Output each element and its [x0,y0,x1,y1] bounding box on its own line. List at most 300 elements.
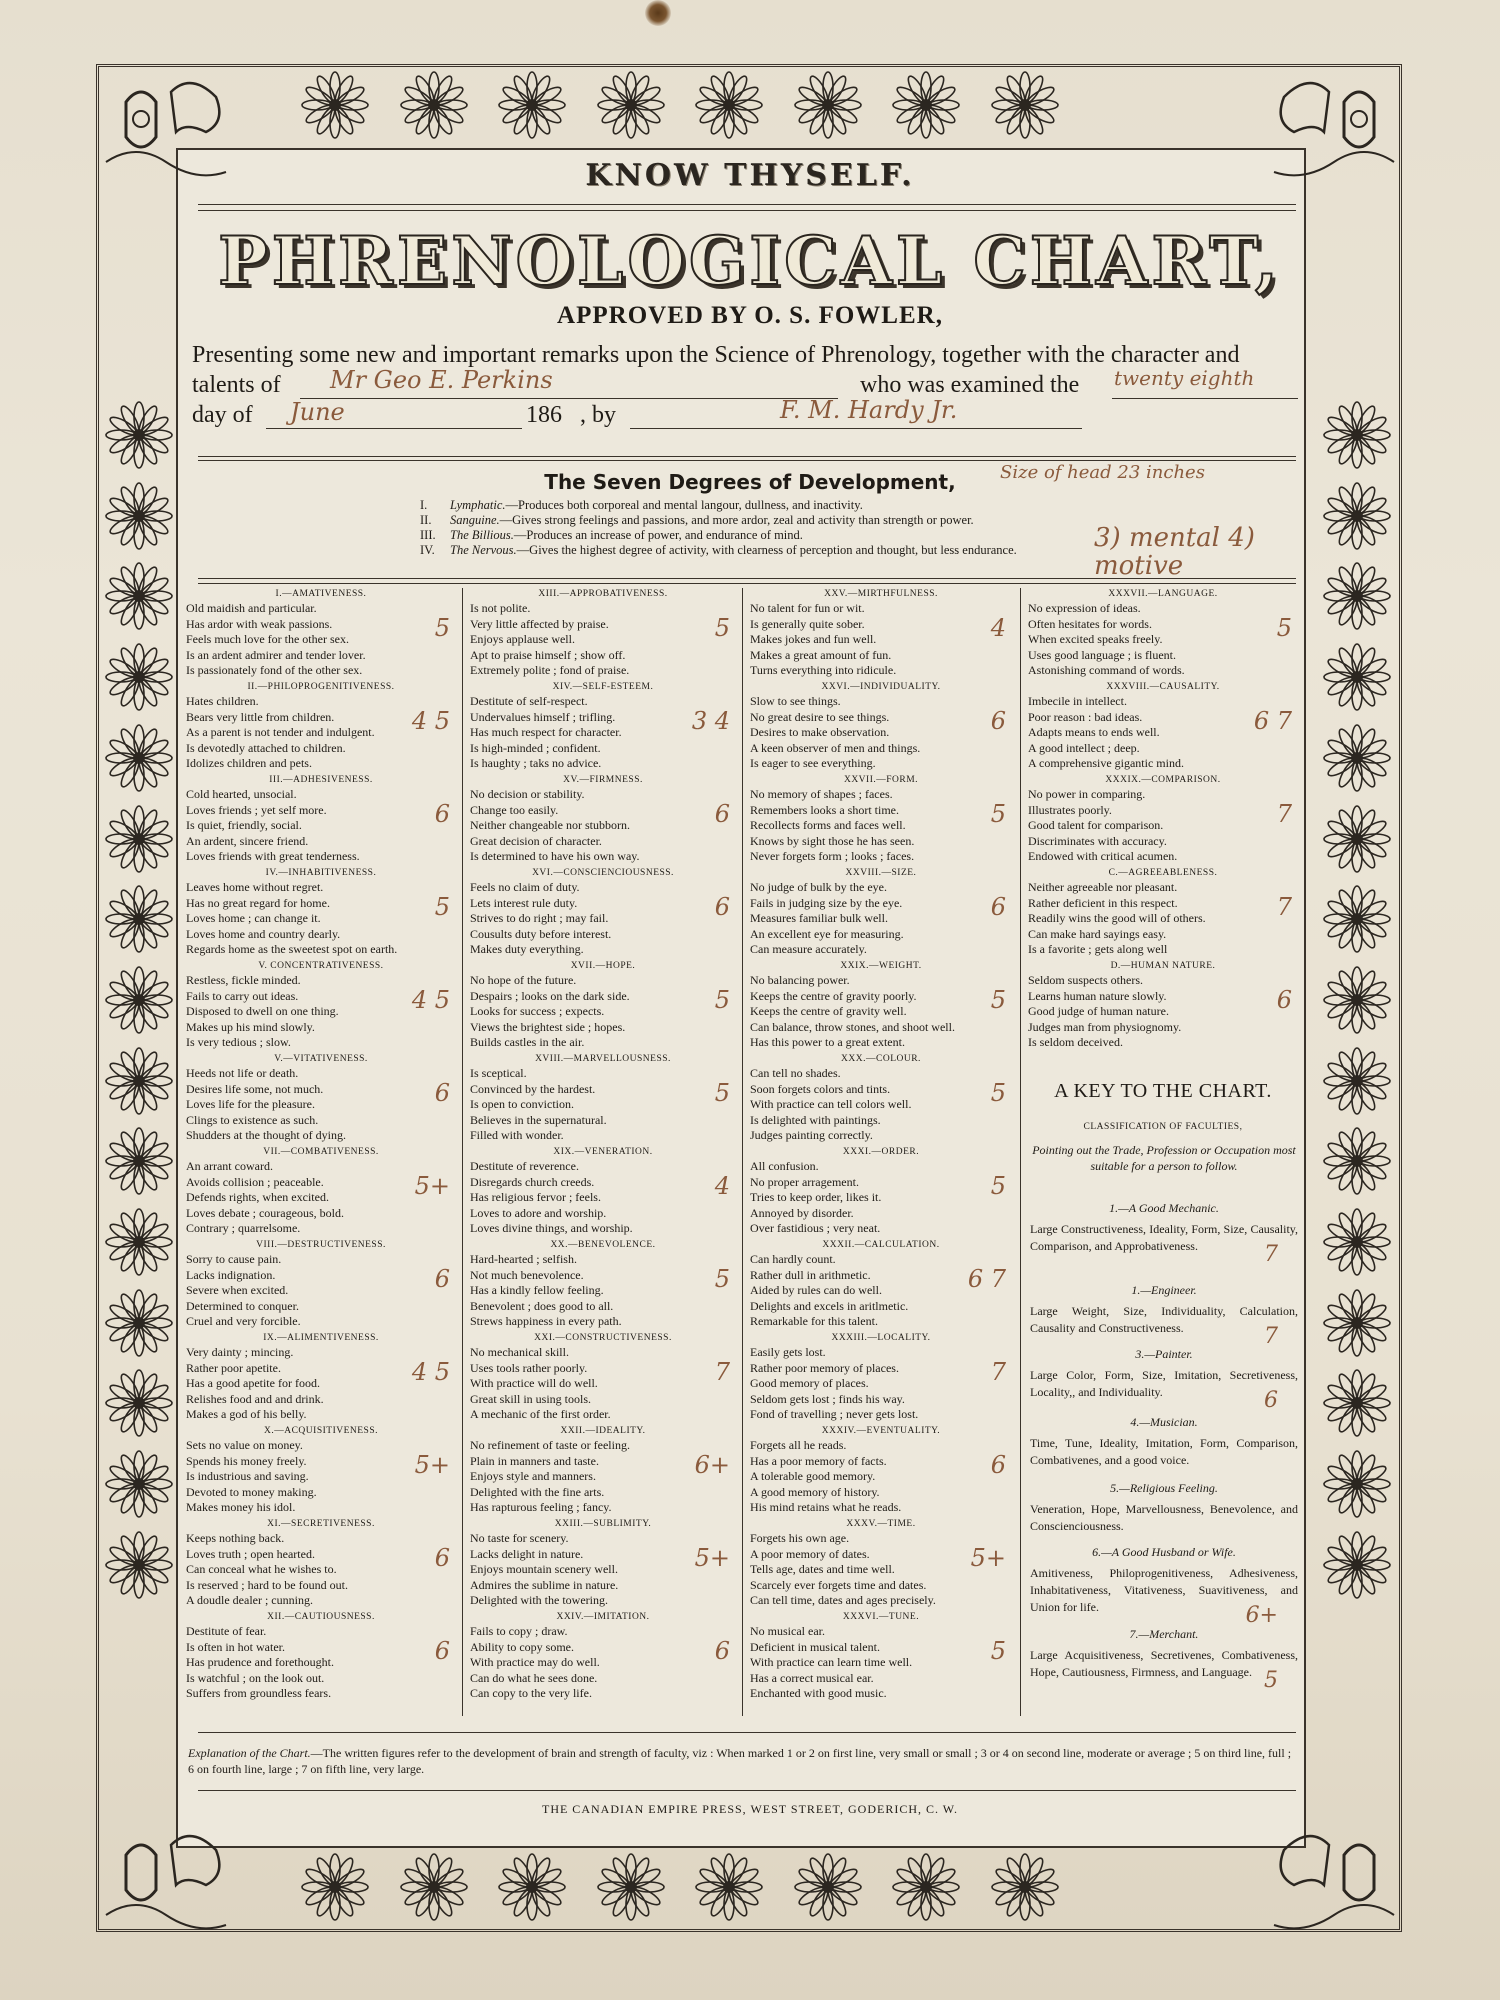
rosette-ornament-icon [104,723,174,793]
faculty-line: No musical ear. [750,1624,825,1638]
faculty-line: Regards home as the sweetest spot on earth. [186,942,398,956]
faculty-title: XXVIII.—SIZE. [845,868,917,878]
faculty-line: No expression of ideas. [1028,601,1141,615]
degrees-list [420,498,1120,558]
rosette-ornament-icon [104,561,174,631]
faculty-line: Cold hearted, unsocial. [186,787,297,801]
year-label: 186 [526,402,562,428]
faculty-line: Delighted with the towering. [470,1593,608,1607]
faculty-line: Desires to make observation. [750,725,890,739]
faculty-block [470,681,736,772]
key-subtitle: CLASSIFICATION OF FACULTIES, [1083,1122,1243,1132]
key-item-title: 5.—Religious Feeling. [1110,1481,1218,1495]
column-divider [1020,588,1021,1716]
faculty-line: Annoyed by disorder. [750,1205,854,1220]
faculty-line: Has prudence and forethought. [186,1655,334,1669]
faculty-line: Destitute of self-respect. [470,694,588,708]
faculty-title: XXVII.—FORM. [843,775,919,785]
faculty-line: Bears very little from children. [186,709,335,724]
faculty-line: Tells age, dates and time well. [750,1562,895,1576]
rosette-ornament-icon [104,1046,174,1116]
examined-label: who was examined the [860,372,1080,398]
faculty-line: Desires life some, not much. [186,1081,324,1096]
handwritten-rating: 6 7 [967,1265,1006,1293]
faculty-line: Makes a god of his belly. [186,1407,307,1421]
examiner-name: F. M. Hardy Jr. [780,396,958,424]
faculty-line: Is delighted with paintings. [750,1112,881,1127]
handwritten-rating: 6 [434,1265,450,1293]
printer-rule [198,1790,1296,1791]
faculty-column [470,588,736,1716]
faculty-line: Keeps the centre of gravity poorly. [750,988,917,1003]
faculty-line: No talent for fun or wit. [750,601,865,615]
faculty-block [470,1239,736,1330]
faculty-line: Destitute of reverence. [470,1159,579,1173]
faculty-line: Shudders at the thought of dying. [186,1128,346,1142]
degree-item: I. Lymphatic.—Produces both corporeal and mental langour, dullness, and inactivity. [420,498,863,512]
faculty-line: Looks for success ; expects. [470,1004,605,1018]
faculty-line: Is high-minded ; confident. [470,740,601,755]
faculty-line: Keeps nothing back. [186,1531,285,1545]
faculty-title: I.—AMATIVENESS. [275,589,367,599]
faculty-line: Defends rights, when excited. [186,1190,329,1204]
faculty-line: Remembers looks a short time. [750,802,899,817]
faculty-line: Is quiet, friendly, social. [186,818,302,832]
faculty-line: Can tell time, dates and ages precisely. [750,1593,936,1607]
faculty-line: Is open to conviction. [470,1097,574,1111]
faculty-line: Loves home and country dearly. [186,926,341,941]
faculty-block [470,1518,736,1609]
faculty-line: Cruel and very forcible. [186,1314,301,1328]
faculty-line: No balancing power. [750,973,850,987]
faculty-line: Loves truth ; open hearted. [186,1546,315,1561]
key-item-title: 1.—A Good Mechanic. [1109,1201,1219,1215]
rosette-ornament-icon [990,70,1060,140]
temperament-note: 3) mental 4) motive [1094,523,1255,581]
faculty-line: Illustrates poorly. [1028,802,1112,817]
rosette-ornament-icon [104,1449,174,1519]
rosette-ornament-icon [1322,723,1392,793]
faculty-block [750,1332,1012,1423]
columns-rule-top [198,578,1296,579]
rosette-ornament-icon [1322,1126,1392,1196]
degree-item: IV. The Nervous.—Gives the highest degree of activity, with clearness of perception and thought, but less endurance. [420,543,1017,557]
faculty-line: Poor reason : bad ideas. [1028,709,1143,724]
rosette-ornament-icon [1322,642,1392,712]
faculty-block [1028,867,1298,958]
faculty-line: Forgets all he reads. [750,1438,847,1452]
faculty-block [750,867,1012,958]
faculty-line: Relishes food and and drink. [186,1391,324,1406]
faculty-block [470,1053,736,1144]
handwritten-rating: 5 [434,893,450,921]
faculty-line: Destitute of fear. [186,1624,267,1638]
faculty-line: An arrant coward. [186,1159,273,1173]
faculty-line: Readily wins the good will of others. [1028,911,1206,925]
faculty-line: Undervalues himself ; trifling. [470,709,616,724]
faculty-line: Learns human nature slowly. [1028,988,1167,1003]
faculty-line: All confusion. [750,1159,819,1173]
faculty-line: Rather dull in arithmetic. [750,1267,871,1282]
handwritten-rating: 7 [1264,1242,1278,1267]
faculty-line: Uses good language ; is fluent. [1028,647,1176,662]
printer-line: THE CANADIAN EMPIRE PRESS, WEST STREET, GODERICH, C. W. [541,1802,959,1816]
faculty-line: Filled with wonder. [470,1128,564,1142]
faculty-title: XXIII.—SUBLIMITY. [554,1519,652,1529]
handwritten-rating: 7 [1276,893,1292,921]
left-ornament-column [104,400,174,1600]
key-item-body: Large Color, Form, Size, Imitation, Secretiveness, Locality,, and Individuality. [1030,1368,1298,1399]
faculty-line: Believes in the supernatural. [470,1112,607,1127]
faculty-line: Has religious fervor ; feels. [470,1190,601,1204]
rosette-ornament-icon [1322,1207,1392,1277]
faculty-block [470,1332,736,1423]
faculty-line: Makes a great amount of fun. [750,647,892,662]
faculty-block [750,1146,1012,1237]
faculty-line: Seldom gets lost ; finds his way. [750,1391,905,1406]
faculty-title: VIII.—DESTRUCTIVENESS. [256,1240,386,1250]
faculty-line: With practice will do well. [470,1376,598,1390]
faculty-line: Is eager to see everything. [750,756,876,770]
approved-line: APPROVED BY O. S. FOWLER, [557,302,943,329]
handwritten-rating: 6 [434,1544,450,1572]
faculty-title: XXIV.—IMITATION. [556,1612,650,1622]
rosette-ornament-icon [596,70,666,140]
handwritten-rating: 6 [714,1637,730,1665]
faculty-line: Has no great regard for home. [186,895,330,910]
faculty-line: Makes up his mind slowly. [186,1019,315,1034]
handwritten-rating: 7 [714,1358,730,1386]
rosette-ornament-icon [1322,804,1392,874]
header-rule-top-2 [198,210,1296,211]
faculty-line: Fond of travelling ; never gets lost. [750,1407,919,1421]
faculty-line: Strews happiness in every path. [470,1314,622,1328]
faculty-line: Has a kindly fellow feeling. [470,1283,604,1297]
key-item-title: 4.—Musician. [1130,1415,1198,1429]
key-item-body: Large Weight, Size, Individuality, Calculation, Causality and Constructiveness. [1030,1304,1298,1335]
faculty-title: XXXIII.—LOCALITY. [831,1333,931,1343]
faculty-line: Has much respect for character. [470,725,622,739]
rosette-ornament-icon [1322,1368,1392,1438]
faculty-line: Soon forgets colors and tints. [750,1081,891,1096]
faculty-line: Loves home ; can change it. [186,911,321,925]
faculty-line: Astonishing command of words. [1028,663,1185,677]
faculty-line: Has a correct musical ear. [750,1670,874,1685]
column-divider [742,588,743,1716]
rosette-ornament-icon [300,1852,370,1922]
rosette-ornament-icon [399,1852,469,1922]
faculty-line: Can conceal what he wishes to. [186,1562,337,1576]
faculty-line: Forgets his own age. [750,1531,850,1545]
faculty-line: Is often in hot water. [186,1639,285,1654]
faculty-line: Sets no value on money. [186,1438,303,1452]
faculty-line: Discriminates with accuracy. [1028,833,1167,848]
rosette-ornament-icon [596,1852,666,1922]
faculty-line: Devoted to money making. [186,1484,317,1499]
faculty-line: With practice may do well. [470,1655,600,1669]
faculty-line: Despairs ; looks on the dark side. [470,988,630,1003]
explanation [188,1745,1300,1777]
handwritten-rating: 6 [990,893,1006,921]
handwritten-rating: 5 [434,614,450,642]
faculty-title: II.—PHILOPROGENITIVENESS. [247,682,395,692]
faculty-line: No proper arragement. [750,1174,859,1189]
faculty-line: Admires the sublime in nature. [470,1577,619,1592]
faculty-block [1028,588,1298,679]
faculty-line: Good talent for comparison. [1028,818,1164,832]
rosette-ornament-icon [891,70,961,140]
faculty-line: A keen observer of men and things. [750,740,921,755]
faculty-line: Is determined to have his own way. [470,849,640,863]
faculty-line: Has a good apetite for food. [186,1376,320,1390]
rosette-ornament-icon [104,1530,174,1600]
faculty-line: Disregards church creeds. [470,1174,595,1189]
rosette-ornament-icon [104,1126,174,1196]
faculty-line: Very dainty ; mincing. [186,1345,294,1359]
name-blank [300,398,838,399]
faculty-block [186,1332,456,1423]
faculty-line: With practice can tell colors well. [750,1097,912,1111]
faculty-block [750,1518,1012,1609]
faculty-block [186,681,456,772]
faculty-line: Severe when excited. [186,1283,289,1297]
faculty-line: Over fastidious ; very neat. [750,1221,881,1235]
key-item [1030,1544,1298,1628]
degrees-rule-top [198,456,1296,457]
faculty-line: Good memory of places. [750,1376,869,1390]
key-item-body: Veneration, Hope, Marvellousness, Benevolence, and Conscienciousness. [1030,1502,1298,1533]
degree-item: III. The Billious.—Produces an increase of power, and endurance of mind. [420,528,803,542]
faculty-title: C.—AGREEABLENESS. [1108,868,1218,878]
faculty-line: Not much benevolence. [470,1267,584,1282]
faculty-title: IV.—INHABITIVENESS. [265,868,377,878]
handwritten-rating: 5 [714,986,730,1014]
key-item-body: Amitiveness, Philoprogenitiveness, Adhesiveness, Inhabitativeness, Vitativeness, Suavitiveness, and Union for life. [1030,1566,1298,1614]
faculty-line: Rather poor apetite. [186,1360,281,1375]
key-item-body: Time, Tune, Ideality, Imitation, Form, Comparison, Combativenes, and a good voice. [1030,1436,1298,1467]
faculty-title: X.—ACQUISITIVENESS. [264,1426,378,1436]
faculty-block [750,681,1012,772]
examinee-name: Mr Geo E. Perkins [330,366,553,394]
faculty-block [750,1611,1012,1702]
faculty-title: XVIII.—MARVELLOUSNESS. [535,1054,671,1064]
faculty-line: Often hesitates for words. [1028,616,1152,631]
handwritten-rating: 4 5 [411,986,450,1014]
faculty-block [186,1611,456,1702]
key-intro: Pointing out the Trade, Profession or Occupation most suitable for a person to follow. [1032,1143,1296,1173]
faculty-block [470,960,736,1051]
faculty-line: Is reserved ; hard to be found out. [186,1577,348,1592]
faculty-line: Fails to carry out ideas. [186,988,299,1003]
faculty-line: Old maidish and particular. [186,601,317,615]
faculty-line: Knows by sight those he has seen. [750,833,915,848]
key-item [1030,1200,1298,1267]
key-title: A KEY TO THE CHART. [1054,1080,1272,1102]
handwritten-rating: 4 [990,614,1006,642]
faculty-line: Can hardly count. [750,1252,836,1266]
faculty-line: Can balance, throw stones, and shoot well. [750,1019,955,1034]
faculty-line: Enjoys style and manners. [470,1469,596,1483]
rosette-ornament-icon [694,1852,764,1922]
faculty-block [470,1425,736,1516]
faculty-title: XV.—FIRMNESS. [563,775,643,785]
handwritten-rating: 5+ [694,1544,730,1572]
faculty-title: XXXIX.—COMPARISON. [1105,775,1221,785]
faculty-title: XX.—BENEVOLENCE. [550,1240,656,1250]
faculty-block [470,1146,736,1237]
handwritten-rating: 5 [714,614,730,642]
rosette-ornament-icon [793,70,863,140]
faculty-line: Neither changeable nor stubborn. [470,818,630,832]
handwritten-rating: 6 7 [1253,707,1292,735]
faculty-block [186,1518,456,1609]
rosette-ornament-icon [990,1852,1060,1922]
faculty-block [186,960,456,1051]
faculty-line: Very little affected by praise. [470,616,609,631]
talents-label: talents of [192,372,281,398]
faculty-line: Makes money his idol. [186,1500,296,1514]
examination-month: June [290,398,345,426]
faculty-line: A doudle dealer ; cunning. [186,1593,313,1607]
handwritten-rating: 6 [1264,1388,1278,1413]
faculty-title: XXX.—COLOUR. [841,1054,921,1064]
rosette-ornament-icon [104,1368,174,1438]
faculty-line: Can copy to the very life. [470,1686,592,1700]
faculty-line: Heeds not life or death. [186,1066,299,1080]
month-blank [266,428,522,429]
faculty-line: Is passionately fond of the other sex. [186,663,363,677]
rosette-ornament-icon [1322,1449,1392,1519]
handwritten-rating: 5+ [414,1451,450,1479]
faculty-block [186,774,456,865]
faculty-line: His mind retains what he reads. [750,1500,902,1514]
faculty-block [186,1146,456,1237]
faculty-line: Delights and excels in aritlmetic. [750,1298,909,1313]
faculty-title: V. CONCENTRATIVENESS. [258,961,384,971]
rosette-ornament-icon [497,70,567,140]
rosette-ornament-icon [300,70,370,140]
intro-line-1: Presenting some new and important remarks upon the Science of Phrenology, together with the character and [192,342,1240,368]
faculty-line: Has rapturous feeling ; fancy. [470,1500,612,1514]
faculty-line: Enchanted with good music. [750,1686,887,1700]
faculty-line: No memory of shapes ; faces. [750,787,893,801]
faculty-line: Loves debate ; courageous, bold. [186,1205,344,1220]
faculty-block [750,588,1012,679]
faculty-line: Enjoys applause well. [470,632,575,646]
faculty-line: Scarcely ever forgets time and dates. [750,1577,927,1592]
faculty-line: Plain in manners and taste. [470,1453,599,1468]
faculty-title: XVII.—HOPE. [570,961,636,971]
faculty-block [1028,960,1298,1051]
key-item-title: 6.—A Good Husband or Wife. [1092,1545,1236,1559]
handwritten-rating: 6 [990,707,1006,735]
faculty-block [470,588,736,679]
examination-date: twenty eighth [1114,366,1255,390]
faculty-line: Never forgets form ; looks ; faces. [750,849,915,863]
faculty-title: XII.—CAUTIOUSNESS. [267,1612,375,1622]
day-label: day of [192,402,253,428]
faculty-title: XXXI.—ORDER. [842,1147,920,1157]
faculty-block [1028,681,1298,772]
rosette-ornament-icon [104,884,174,954]
faculty-title: XXXIV.—EVENTUALITY. [821,1426,941,1436]
faculty-line: Endowed with critical acumen. [1028,849,1178,863]
rosette-ornament-icon [694,70,764,140]
faculty-block [186,867,456,958]
key-item [1030,1282,1298,1349]
faculty-line: Remarkable for this talent. [750,1314,878,1328]
rosette-ornament-icon [1322,965,1392,1035]
faculty-line: A poor memory of dates. [750,1546,870,1561]
faculty-block [750,774,1012,865]
faculty-line: Has a poor memory of facts. [750,1453,887,1468]
key-item [1030,1414,1298,1469]
faculty-line: Can measure accurately. [750,942,867,956]
handwritten-rating: 6 [714,893,730,921]
faculty-line: Great skill in using tools. [470,1391,591,1406]
faculty-line: Can do what he sees done. [470,1670,598,1685]
faculty-block [750,1425,1012,1516]
handwritten-rating: 4 5 [411,707,450,735]
key-item-title: 7.—Merchant. [1129,1627,1199,1641]
faculty-title: XIX.—VENERATION. [553,1147,653,1157]
key-item-body: Large Constructiveness, Ideality, Form, Size, Causality, Comparison, and Approbativeness. [1030,1222,1298,1253]
faculty-line: Is watchful ; on the look out. [186,1670,325,1685]
faculty-title: XXXVI.—TUNE. [842,1612,920,1622]
explanation-label: Explanation of the Chart. [188,1746,311,1760]
handwritten-rating: 4 5 [411,1358,450,1386]
faculty-line: No mechanical skill. [470,1345,569,1359]
handwritten-rating: 5+ [970,1544,1006,1572]
faculty-line: Turns everything into ridicule. [750,663,897,677]
faculty-line: No hope of the future. [470,973,577,987]
key-item [1030,1480,1298,1535]
handwritten-rating: 6 [434,800,450,828]
faculty-title: XXI.—CONSTRUCTIVENESS. [534,1333,672,1343]
rosette-ornament-icon [399,70,469,140]
faculty-line: Feels much love for the other sex. [186,632,349,646]
faculty-line: Loves life for the pleasure. [186,1097,315,1111]
faculty-line: Views the brightest side ; hopes. [470,1019,626,1034]
faculty-title: XXIX.—WEIGHT. [840,961,922,971]
faculty-line: No great desire to see things. [750,709,890,724]
faculty-title: XVI.—CONSCIENCIOUSNESS. [532,868,674,878]
key-item-body: Large Acquisitiveness, Secretivenes, Combativeness, Hope, Cautiousness, Firmness, and Language. [1030,1648,1298,1679]
faculty-line: Is very tedious ; slow. [186,1035,291,1049]
faculty-block [750,960,1012,1051]
faculty-block [186,588,456,679]
faculty-line: Ability to copy some. [470,1639,574,1654]
faculty-block [186,1239,456,1330]
faculty-line: Is haughty ; taks no advice. [470,756,602,770]
top-ornament-row [300,70,1060,140]
faculty-title: XXII.—IDEALITY. [560,1426,646,1436]
faculty-title: XXVI.—INDIVIDUALITY. [821,682,941,692]
handwritten-rating: 5 [990,986,1006,1014]
key-item-title: 3.—Painter. [1135,1347,1193,1361]
faculty-line: Hates children. [186,694,259,708]
faculty-line: Restless, fickle minded. [186,973,301,987]
faculty-line: Deficient in musical talent. [750,1639,880,1654]
bottom-ornament-row [300,1852,1060,1922]
faculty-line: Great decision of character. [470,833,602,848]
by-label: , by [580,402,616,428]
faculty-line: Clings to existence as such. [186,1112,319,1127]
faculty-line: Aided by rules can do well. [750,1283,882,1297]
faculty-column [750,588,1012,1716]
column-divider [462,588,463,1716]
faculty-line: Fails in judging size by the eye. [750,895,903,910]
